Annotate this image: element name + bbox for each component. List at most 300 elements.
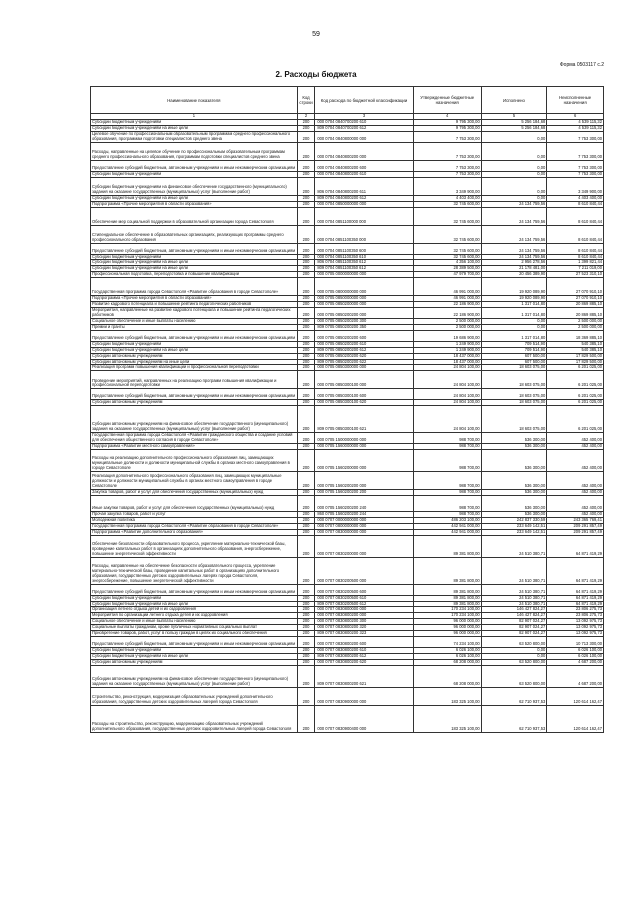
- table-row: [91, 225, 604, 243]
- row-classification: 000 0704 0840700200 610: [315, 120, 413, 126]
- row-approved: 2 500 000,00: [413, 324, 481, 330]
- row-executed: 607 500,00: [481, 359, 547, 365]
- header-executed: Исполнено: [481, 87, 547, 114]
- row-name: Подпрограмма «Развитие дополнительного образования»: [91, 529, 298, 535]
- row-approved: 96 000 000,00: [413, 631, 481, 637]
- row-code: 200: [297, 601, 315, 607]
- row-unexecuted: 4 539 115,32: [547, 125, 604, 131]
- row-code: 200: [297, 302, 315, 308]
- row-approved: 7 753 300,00: [413, 171, 481, 177]
- row-executed: 62 710 937,53: [481, 705, 547, 732]
- row-approved: 18 437 000,00: [413, 359, 481, 365]
- row-approved: 24 804 100,00: [413, 406, 481, 433]
- row-classification: 000 0707 0830800200 320: [315, 625, 413, 631]
- table-row: [91, 705, 604, 732]
- row-unexecuted: 13 092 975,73: [547, 619, 604, 625]
- table-row: [91, 433, 604, 444]
- row-name: Субсидии автономным учреждениям на финансовое обеспечение государственного (муниципального) задания на оказание государственных (муниципальных) услуг (выполнение работ): [91, 665, 298, 687]
- row-executed: 24 134 759,56: [481, 207, 547, 225]
- row-unexecuted: 452 400,00: [547, 433, 604, 444]
- table-row: [91, 637, 604, 648]
- row-name: Субсидии бюджетным учреждениям на иные цели: [91, 195, 298, 201]
- row-classification: 000 0704 0850000000 000: [315, 201, 413, 207]
- row-classification: 000 0707 0830800200 610: [315, 648, 413, 654]
- row-executed: 242 837 330,59: [481, 517, 547, 523]
- row-name: Предоставление субсидий бюджетным, автономным учреждениям и иным некоммерческим организациям: [91, 243, 298, 254]
- row-classification: 000 0705 0850300000 000: [315, 365, 413, 371]
- row-name: Субсидии автономным учреждениям: [91, 353, 298, 359]
- row-approved: 2 500 000,00: [413, 318, 481, 324]
- row-executed: 536 300,00: [481, 433, 547, 444]
- row-unexecuted: 23 806 275,73: [547, 607, 604, 613]
- row-executed: 1 317 014,80: [481, 307, 547, 318]
- row-code: 200: [297, 433, 315, 444]
- row-code: 200: [297, 307, 315, 318]
- row-unexecuted: 13 092 975,73: [547, 631, 604, 637]
- row-code: 200: [297, 653, 315, 659]
- header-classification: Код расхода по бюджетной классификации: [315, 87, 413, 114]
- row-classification: 000 0705 0850300100 000: [315, 371, 413, 389]
- row-classification: 806 0704 0840800200 611: [315, 177, 413, 195]
- row-classification: 809 0705 0850200200 350: [315, 324, 413, 330]
- expenditure-table: [90, 86, 604, 733]
- row-approved: 9 795 300,00: [413, 125, 481, 131]
- row-executed: 18 603 075,00: [481, 389, 547, 400]
- row-classification: 000 0705 0850300100 620: [315, 400, 413, 406]
- table-row: [91, 584, 604, 595]
- row-code: 200: [297, 529, 315, 535]
- row-executed: 20 456 389,90: [481, 272, 547, 278]
- row-executed: 536 300,00: [481, 496, 547, 512]
- row-executed: 18 603 075,00: [481, 371, 547, 389]
- row-name: Обеспечение безопасности образовательного процесса, укрепление материально-технической базы, проведение капитальных работ в организациях дополнительного образования, энергосбережение, повышение энергетической эффективности: [91, 535, 298, 557]
- table-body: [91, 120, 604, 733]
- row-classification: 000 0707 0830000000 000: [315, 529, 413, 535]
- row-approved: 24 804 100,00: [413, 400, 481, 406]
- row-approved: 24 804 100,00: [413, 371, 481, 389]
- row-code: 200: [297, 125, 315, 131]
- row-name: Государственная программа города Севастополя «Развитие образования в городе Севастополе»: [91, 278, 298, 296]
- row-approved: 46 991 000,00: [413, 278, 481, 296]
- row-executed: 709 514,90: [481, 341, 547, 347]
- row-unexecuted: 452 400,00: [547, 472, 604, 490]
- row-code: 200: [297, 347, 315, 353]
- row-unexecuted: 6 201 025,00: [547, 406, 604, 433]
- row-name: Иные закупки товаров, работ и услуг для обеспечения государственных (муниципальных) нужд: [91, 496, 298, 512]
- row-name: Мероприятия, направленные на развитие кадрового потенциала и повышение рейтинга педагогических работников: [91, 307, 298, 318]
- row-unexecuted: 8 610 840,44: [547, 243, 604, 254]
- row-classification: 000 0705 0850200200 600: [315, 330, 413, 341]
- row-name: Субсидии бюджетным учреждениям: [91, 648, 298, 654]
- row-classification: 000 0704 0840800200 600: [315, 160, 413, 171]
- row-classification: 000 0704 0840800200 000: [315, 142, 413, 160]
- row-unexecuted: 10 713 300,00: [547, 637, 604, 648]
- row-code: 200: [297, 131, 315, 142]
- header-name: Наименование показателя: [91, 87, 298, 114]
- column-number: 1: [91, 114, 298, 120]
- row-unexecuted: 452 400,00: [547, 490, 604, 496]
- table-row: [91, 450, 604, 472]
- row-unexecuted: 23 806 275,73: [547, 613, 604, 619]
- row-classification: 000 0705 0850200200 300: [315, 318, 413, 324]
- row-classification: 000 0704 0851100350 600: [315, 243, 413, 254]
- table-row: [91, 665, 604, 687]
- row-approved: 7 753 300,00: [413, 142, 481, 160]
- row-unexecuted: 452 400,00: [547, 496, 604, 512]
- row-unexecuted: 452 400,00: [547, 444, 604, 450]
- table-row: [91, 125, 604, 131]
- row-unexecuted: 4 539 115,32: [547, 120, 604, 126]
- table-row: [91, 207, 604, 225]
- row-approved: 89 381 800,00: [413, 557, 481, 584]
- row-name: Расходы на реализацию дополнительного профессионального образования лиц, замещающих муниципальные должности и должности муниципальной службы в органах местного самоуправления в городе Севастополе: [91, 450, 298, 472]
- row-unexecuted: 20 869 885,10: [547, 302, 604, 308]
- row-unexecuted: 6 026 100,00: [547, 648, 604, 654]
- row-unexecuted: 64 871 419,29: [547, 595, 604, 601]
- row-approved: 988 700,00: [413, 490, 481, 496]
- row-classification: 000 0707 0830800200 620: [315, 659, 413, 665]
- row-approved: 96 000 000,00: [413, 625, 481, 631]
- row-unexecuted: 18 369 885,10: [547, 330, 604, 341]
- table-row: [91, 160, 604, 171]
- row-executed: 5 256 184,68: [481, 120, 547, 126]
- row-name: Социальное обеспечение и иные выплаты населению: [91, 318, 298, 324]
- row-executed: 24 510 380,71: [481, 557, 547, 584]
- row-unexecuted: 17 829 500,00: [547, 359, 604, 365]
- column-number: 6: [547, 114, 604, 120]
- row-code: 200: [297, 120, 315, 126]
- row-code: 200: [297, 705, 315, 732]
- row-unexecuted: 6 201 025,00: [547, 371, 604, 389]
- row-classification: 000 0707 0830800000 000: [315, 607, 413, 613]
- row-unexecuted: 3 349 900,00: [547, 177, 604, 195]
- row-classification: 809 0707 0830800200 612: [315, 653, 413, 659]
- row-executed: 19 920 089,90: [481, 278, 547, 296]
- row-approved: 22 186 900,00: [413, 307, 481, 318]
- row-name: Обеспечение мер социальной поддержки в образовательной организации города Севастополя: [91, 207, 298, 225]
- row-approved: 6 026 100,00: [413, 653, 481, 659]
- row-executed: 0,00: [481, 324, 547, 330]
- row-executed: 19 920 089,90: [481, 296, 547, 302]
- row-code: 200: [297, 254, 315, 260]
- row-unexecuted: 4 687 200,00: [547, 659, 604, 665]
- row-executed: 21 178 481,00: [481, 266, 547, 272]
- row-approved: 442 941 000,00: [413, 529, 481, 535]
- row-code: 200: [297, 523, 315, 529]
- row-classification: 809 0707 0830800200 323: [315, 631, 413, 637]
- row-classification: 000 0705 0850200200 610: [315, 341, 413, 347]
- row-classification: 809 0704 0851100350 612: [315, 266, 413, 272]
- table-row: [91, 177, 604, 195]
- row-classification: 000 0707 0830200500 000: [315, 557, 413, 584]
- row-classification: 000 0707 0830800200 000: [315, 613, 413, 619]
- row-classification: 000 0705 0000000000 000: [315, 272, 413, 278]
- row-code: 200: [297, 490, 315, 496]
- row-executed: 1 317 014,80: [481, 302, 547, 308]
- table-row: [91, 307, 604, 318]
- table-row: [91, 389, 604, 400]
- row-approved: 6 026 100,00: [413, 648, 481, 654]
- row-classification: 000 0705 0800000000 000: [315, 278, 413, 296]
- table-row: [91, 347, 604, 353]
- row-classification: 000 0704 0851100350 610: [315, 254, 413, 260]
- row-unexecuted: 8 610 840,44: [547, 225, 604, 243]
- row-unexecuted: 27 070 910,10: [547, 296, 604, 302]
- row-executed: 536 300,00: [481, 450, 547, 472]
- row-classification: 000 0704 0840800000 000: [315, 131, 413, 142]
- row-code: 200: [297, 517, 315, 523]
- row-classification: 000 0704 0840800200 610: [315, 171, 413, 177]
- row-name: Строительство, реконструкция, модернизация образовательных учреждений дополнительного образования, государственных детских оздоровительных лагерей города Севастополя: [91, 687, 298, 705]
- header-code: Код строки: [297, 87, 315, 114]
- row-executed: 62 710 937,53: [481, 687, 547, 705]
- row-name: Субсидии бюджетным учреждениям на иные цели: [91, 653, 298, 659]
- row-approved: 96 000 000,00: [413, 619, 481, 625]
- table-row: [91, 142, 604, 160]
- row-classification: 000 0705 1560200000 000: [315, 450, 413, 472]
- row-name: Субсидии бюджетным учреждениям на иные цели: [91, 601, 298, 607]
- row-name: Закупка товаров, работ и услуг для обеспечения государственных (муниципальных) нужд: [91, 490, 298, 496]
- row-classification: 000 0705 1560200200 240: [315, 496, 413, 512]
- row-name: Субсидии бюджетным учреждениям: [91, 254, 298, 260]
- row-unexecuted: 27 523 310,10: [547, 272, 604, 278]
- row-approved: 183 325 100,00: [413, 705, 481, 732]
- row-unexecuted: 64 871 419,29: [547, 584, 604, 595]
- row-code: 200: [297, 142, 315, 160]
- row-approved: 22 186 900,00: [413, 302, 481, 308]
- form-code: Форма 0503117 с.2: [559, 62, 604, 68]
- row-unexecuted: 20 869 885,10: [547, 307, 604, 318]
- header-unexecuted: Неисполненные назначения: [547, 87, 604, 114]
- row-approved: 486 203 100,00: [413, 517, 481, 523]
- row-executed: 536 300,00: [481, 512, 547, 518]
- column-number: 2: [297, 114, 315, 120]
- row-classification: 000 0707 0830800200 600: [315, 637, 413, 648]
- row-code: 200: [297, 359, 315, 365]
- row-classification: 000 0704 0851100000 000: [315, 207, 413, 225]
- row-code: 200: [297, 613, 315, 619]
- row-approved: 988 700,00: [413, 496, 481, 512]
- row-approved: 7 753 300,00: [413, 131, 481, 142]
- row-classification: 000 0707 0830900400 000: [315, 705, 413, 732]
- row-name: Реализация программ повышения квалификации и профессиональной переподготовки: [91, 365, 298, 371]
- row-code: 200: [297, 584, 315, 595]
- row-code: 200: [297, 371, 315, 389]
- row-classification: 000 0705 1560200200 000: [315, 472, 413, 490]
- row-executed: 18 603 075,00: [481, 365, 547, 371]
- row-name: Предоставление субсидий бюджетным, автономным учреждениям и иным некоммерческим организациям: [91, 330, 298, 341]
- row-name: Мероприятия по организации летнего отдыха детей и их оздоровления: [91, 613, 298, 619]
- row-executed: 0,00: [481, 131, 547, 142]
- row-executed: 24 134 759,56: [481, 243, 547, 254]
- table-row: [91, 330, 604, 341]
- row-executed: 146 427 824,27: [481, 613, 547, 619]
- row-executed: 2 956 278,56: [481, 260, 547, 266]
- row-approved: 988 700,00: [413, 433, 481, 444]
- table-row: [91, 406, 604, 433]
- row-executed: 0,00: [481, 171, 547, 177]
- row-code: 200: [297, 389, 315, 400]
- table-row: [91, 529, 604, 535]
- row-code: 200: [297, 665, 315, 687]
- row-executed: 146 427 824,27: [481, 607, 547, 613]
- row-name: Целевое обучение по профессиональным образовательным программам среднего профессионального образования, программам подготовки специалистов среднего звена: [91, 131, 298, 142]
- row-code: 200: [297, 266, 315, 272]
- row-unexecuted: 6 026 100,00: [547, 653, 604, 659]
- row-unexecuted: 13 092 975,73: [547, 625, 604, 631]
- row-approved: 89 381 800,00: [413, 601, 481, 607]
- row-approved: 68 208 000,00: [413, 665, 481, 687]
- row-code: 200: [297, 353, 315, 359]
- row-executed: 18 603 075,00: [481, 406, 547, 433]
- row-classification: 000 0705 1560200200 200: [315, 490, 413, 496]
- header-row: [91, 87, 604, 114]
- row-classification: 809 0705 0850300100 621: [315, 406, 413, 433]
- row-code: 200: [297, 406, 315, 433]
- row-executed: 0,00: [481, 177, 547, 195]
- table-row: [91, 631, 604, 637]
- row-approved: 89 381 800,00: [413, 595, 481, 601]
- row-code: 200: [297, 225, 315, 243]
- row-unexecuted: 243 365 769,41: [547, 517, 604, 523]
- row-executed: 0,00: [481, 653, 547, 659]
- row-name: Субсидии бюджетным учреждениям на финансовое обеспечение государственного (муниципального) задания на оказание государственных (муниципальных) услуг (выполнение работ): [91, 177, 298, 195]
- row-name: Развитие кадрового потенциала и повышение рейтинга педагогических работников: [91, 302, 298, 308]
- row-name: Субсидии бюджетным учреждениям: [91, 171, 298, 177]
- row-code: 200: [297, 450, 315, 472]
- row-executed: 233 649 142,51: [481, 529, 547, 535]
- row-unexecuted: 17 829 500,00: [547, 353, 604, 359]
- row-approved: 988 700,00: [413, 444, 481, 450]
- row-classification: 000 0707 0830200000 000: [315, 535, 413, 557]
- row-classification: 000 0707 0000000000 000: [315, 517, 413, 523]
- row-approved: 1 249 900,00: [413, 341, 481, 347]
- row-name: Прочая закупка товаров, работ и услуг: [91, 512, 298, 518]
- page-number: 59: [312, 31, 320, 38]
- row-approved: 988 700,00: [413, 472, 481, 490]
- row-code: 200: [297, 243, 315, 254]
- row-name: Проведение мероприятий, направленных на реализацию программ повышения квалификации и профессиональной переподготовки: [91, 371, 298, 389]
- row-name: Государственная программа города Севастополя «Развитие гражданского общества и создание условий для обеспечения общественного согласия в городе Севастополе»: [91, 433, 298, 444]
- table-row: [91, 296, 604, 302]
- table-row: [91, 359, 604, 365]
- table-row: [91, 302, 604, 308]
- row-name: Расходы, направленные на целевое обучение по профессиональным образовательным программам среднего профессионального образования, программам подготовки специалистов среднего звена: [91, 142, 298, 160]
- row-unexecuted: 540 385,10: [547, 347, 604, 353]
- row-name: Организация летнего отдыха детей и их оздоровления: [91, 607, 298, 613]
- row-code: 200: [297, 512, 315, 518]
- table-row: [91, 601, 604, 607]
- row-name: Субсидии автономным учреждениям на иные цели: [91, 359, 298, 365]
- row-unexecuted: 7 211 019,00: [547, 266, 604, 272]
- table-row: [91, 619, 604, 625]
- table-row: [91, 371, 604, 389]
- row-name: Стипендиальное обеспечение в образовательных организациях, реализующих программы среднего профессионального образования: [91, 225, 298, 243]
- row-code: 200: [297, 648, 315, 654]
- row-classification: 000 0705 1500000000 000: [315, 433, 413, 444]
- row-unexecuted: 64 871 419,29: [547, 557, 604, 584]
- row-approved: 18 437 000,00: [413, 353, 481, 359]
- row-code: 200: [297, 400, 315, 406]
- row-classification: 000 0707 0830800200 300: [315, 619, 413, 625]
- table-row: [91, 523, 604, 529]
- row-classification: 000 0704 0851100350 000: [315, 225, 413, 243]
- row-classification: 000 0705 1560000000 000: [315, 444, 413, 450]
- row-name: Субсидии автономным учреждениям: [91, 659, 298, 665]
- table-row: [91, 365, 604, 371]
- row-name: Предоставление субсидий бюджетным, автономным учреждениям и иным некоммерческим организациям: [91, 389, 298, 400]
- row-approved: 24 804 100,00: [413, 389, 481, 400]
- row-name: Субсидии бюджетным учреждениям на иные цели: [91, 125, 298, 131]
- row-executed: 1 317 014,80: [481, 330, 547, 341]
- row-code: 200: [297, 631, 315, 637]
- row-classification: 000 0705 0850200000 000: [315, 302, 413, 308]
- row-approved: 1 249 900,00: [413, 347, 481, 353]
- row-unexecuted: 64 871 419,29: [547, 601, 604, 607]
- table-row: [91, 557, 604, 584]
- row-code: 200: [297, 687, 315, 705]
- row-unexecuted: 27 070 910,10: [547, 278, 604, 296]
- row-code: 200: [297, 365, 315, 371]
- row-executed: 63 520 800,00: [481, 637, 547, 648]
- row-classification: 000 0705 0850200200 000: [315, 307, 413, 318]
- row-executed: 24 134 759,56: [481, 254, 547, 260]
- row-unexecuted: 452 400,00: [547, 512, 604, 518]
- row-unexecuted: 7 753 300,00: [547, 160, 604, 171]
- row-executed: 24 510 380,71: [481, 601, 547, 607]
- row-approved: 28 389 500,00: [413, 266, 481, 272]
- row-name: Субсидии бюджетным учреждениям на иные цели: [91, 260, 298, 266]
- row-name: Молодежная политика: [91, 517, 298, 523]
- row-classification: 809 0704 0840800200 612: [315, 195, 413, 201]
- row-code: 200: [297, 160, 315, 171]
- row-classification: 809 0707 0830200500 612: [315, 601, 413, 607]
- row-unexecuted: 2 500 000,00: [547, 324, 604, 330]
- row-executed: 536 300,00: [481, 444, 547, 450]
- table-row: [91, 535, 604, 557]
- row-name: Субсидии бюджетным учреждениям на иные цели: [91, 347, 298, 353]
- row-unexecuted: 7 753 300,00: [547, 171, 604, 177]
- row-name: Субсидии автономным учреждениям: [91, 400, 298, 406]
- row-name: Субсидии бюджетным учреждениям: [91, 595, 298, 601]
- row-approved: 32 745 600,00: [413, 225, 481, 243]
- row-approved: 4 403 400,00: [413, 195, 481, 201]
- row-unexecuted: 7 753 300,00: [547, 142, 604, 160]
- row-executed: 0,00: [481, 648, 547, 654]
- row-name: Предоставление субсидий бюджетным, автономным учреждениям и иным некоммерческим организациям: [91, 637, 298, 648]
- row-executed: 63 520 800,00: [481, 659, 547, 665]
- table-row: [91, 472, 604, 490]
- row-approved: 32 745 600,00: [413, 254, 481, 260]
- row-executed: 709 514,90: [481, 347, 547, 353]
- row-executed: 24 510 380,71: [481, 535, 547, 557]
- row-unexecuted: 4 403 400,00: [547, 195, 604, 201]
- row-executed: 607 500,00: [481, 353, 547, 359]
- row-executed: 233 649 142,51: [481, 523, 547, 529]
- row-executed: 5 256 184,68: [481, 125, 547, 131]
- row-executed: 0,00: [481, 142, 547, 160]
- row-name: Подпрограмма «Прочие мероприятия в области образования»: [91, 296, 298, 302]
- row-approved: 988 700,00: [413, 512, 481, 518]
- row-approved: 89 381 800,00: [413, 535, 481, 557]
- row-unexecuted: 120 614 162,47: [547, 687, 604, 705]
- table-row: [91, 266, 604, 272]
- row-code: 200: [297, 324, 315, 330]
- row-classification: 806 0704 0851100350 612: [315, 260, 413, 266]
- table-row: [91, 625, 604, 631]
- row-name: Приобретение товаров, работ, услуг в пользу граждан в целях их социального обеспечения: [91, 631, 298, 637]
- row-code: 200: [297, 318, 315, 324]
